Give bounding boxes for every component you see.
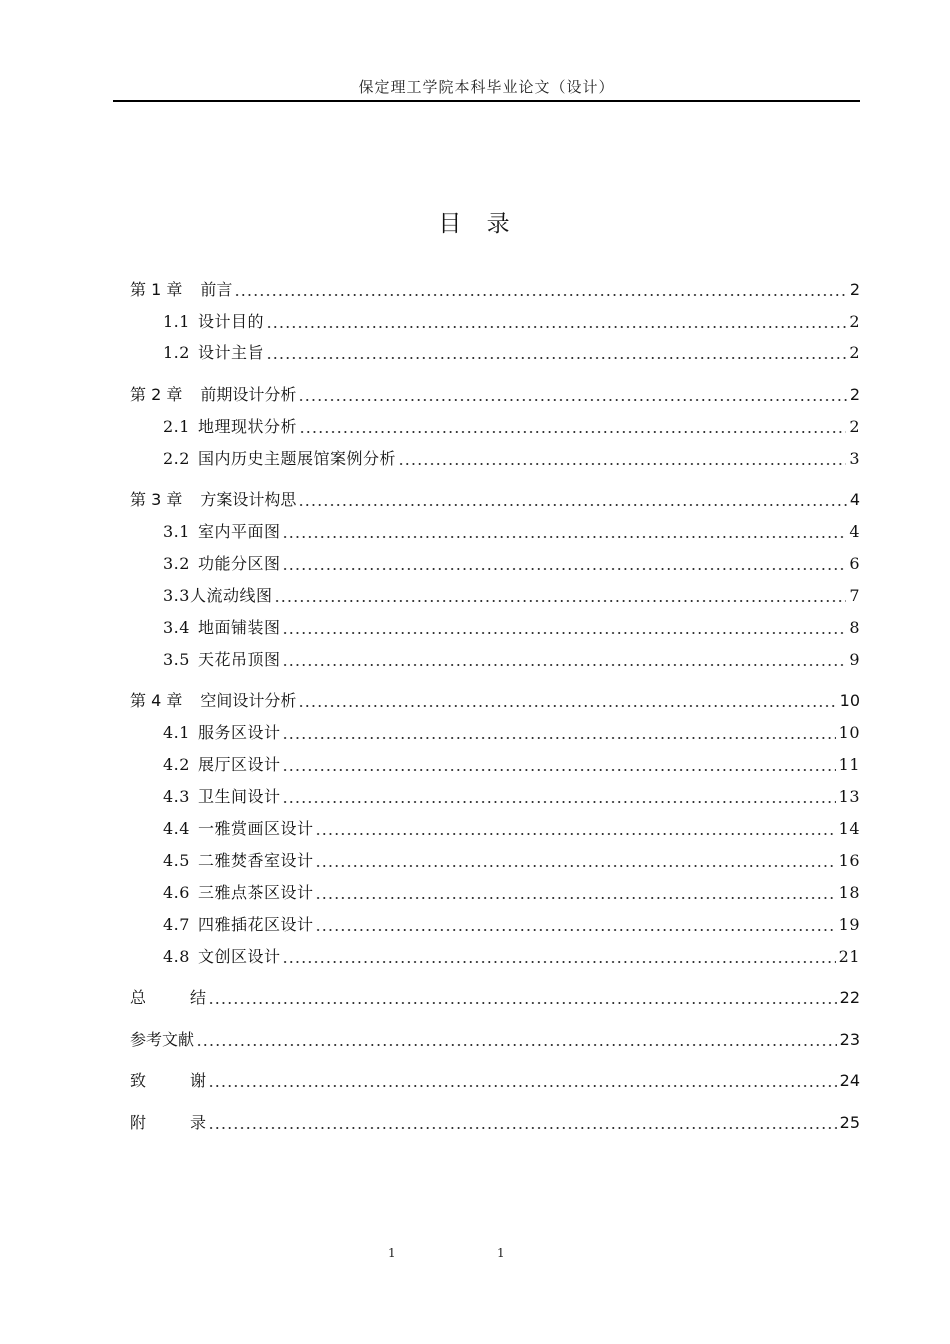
toc-entry-label: 设计目的 (197, 312, 264, 331)
toc-entry-number: 第 2 章 (130, 385, 183, 404)
toc-entry-label: 地面铺装图 (197, 618, 281, 637)
toc-entry-chapter-4[interactable] (130, 681, 860, 711)
toc-entry-label-char: 结 (190, 988, 207, 1007)
toc-entry-label: 方案设计构思 (200, 490, 297, 509)
dot-leader (208, 1085, 837, 1087)
dot-leader (282, 632, 846, 634)
toc-entry-1-2[interactable] (130, 333, 860, 363)
dot-leader (298, 504, 846, 506)
toc-entry-label: 一雅赏画区设计 (197, 819, 314, 838)
toc-entry-label: 功能分区图 (197, 554, 281, 573)
toc-entry-number: 1.1 (163, 312, 190, 331)
toc-entry-page: 10 (838, 723, 860, 742)
toc-entry-page: 3 (849, 449, 860, 468)
toc-entry-page: 10 (839, 691, 860, 710)
toc-entry-page: 24 (839, 1071, 860, 1090)
toc-entry-label: 服务区设计 (197, 723, 281, 742)
toc-entry-4-2[interactable] (130, 745, 860, 775)
toc-entry-page: 6 (849, 554, 860, 573)
toc-entry-page: 7 (849, 586, 860, 605)
toc-entry-page: 2 (849, 312, 860, 331)
toc-entry-number: 4.3 (163, 787, 190, 806)
toc-entry-references[interactable] (130, 1020, 860, 1050)
toc-entry-number: 2.2 (163, 449, 190, 468)
toc-entry-page: 13 (838, 787, 860, 806)
toc-entry-number: 2.1 (163, 417, 190, 436)
dot-leader (315, 865, 835, 867)
header-title: 保定理工学院本科毕业论文（设计） (358, 78, 615, 96)
toc-entry-page: 2 (849, 280, 860, 299)
toc-entry-page: 2 (849, 385, 860, 404)
toc-entry-appendix[interactable] (130, 1103, 860, 1133)
toc-entry-number: 第 3 章 (130, 490, 183, 509)
toc-entry-chapter-1[interactable] (130, 270, 860, 300)
toc-entry-4-6[interactable] (130, 873, 860, 903)
toc-entry-label-char: 总 (130, 988, 147, 1007)
toc-entry-label: 人流动线图 (189, 586, 273, 605)
dot-leader (266, 357, 846, 359)
toc-entry-label: 四雅插花区设计 (197, 915, 314, 934)
dot-leader (298, 705, 836, 707)
toc-entry-3-2[interactable] (130, 544, 860, 574)
toc-entry-number: 4.4 (163, 819, 190, 838)
toc-entry-chapter-3[interactable] (130, 480, 860, 510)
toc-entry-3-4[interactable] (130, 608, 860, 638)
toc-entry-page: 22 (839, 988, 860, 1007)
toc-entry-number: 4.1 (163, 723, 190, 742)
toc-entry-number: 3.2 (163, 554, 190, 573)
toc-entry-page: 11 (838, 755, 860, 774)
toc-entry-number: 第 1 章 (130, 280, 183, 299)
toc-entry-label: 国内历史主题展馆案例分析 (197, 449, 396, 468)
dot-leader (282, 769, 835, 771)
dot-leader (315, 833, 835, 835)
toc-entry-number: 第 4 章 (130, 691, 183, 710)
toc-entry-page: 25 (839, 1113, 860, 1132)
toc-entry-summary[interactable] (130, 978, 860, 1008)
toc-entry-number: 4.6 (163, 883, 190, 902)
toc-entry-page: 4 (849, 490, 860, 509)
toc-entry-page: 2 (849, 343, 860, 362)
dot-leader (315, 929, 835, 931)
toc-entry-page: 18 (838, 883, 860, 902)
toc-entry-label: 参考文献 (130, 1030, 195, 1049)
toc-entry-number: 4.8 (163, 947, 190, 966)
dot-leader (282, 664, 846, 666)
toc-entry-4-7[interactable] (130, 905, 860, 935)
toc-entry-label-char: 谢 (190, 1071, 207, 1090)
toc-entry-2-1[interactable] (130, 407, 860, 437)
dot-leader (196, 1044, 837, 1046)
toc-entry-page: 23 (839, 1030, 860, 1049)
toc-entry-label: 前言 (200, 280, 233, 299)
toc-entry-2-2[interactable] (130, 439, 860, 469)
dot-leader (274, 600, 846, 602)
toc-entry-label: 二雅焚香室设计 (197, 851, 314, 870)
toc-entry-number: 3.3 (163, 586, 190, 605)
toc-entry-number: 3.4 (163, 618, 190, 637)
toc-entry-page: 16 (838, 851, 860, 870)
toc-entry-label: 设计主旨 (197, 343, 264, 362)
dot-leader (282, 961, 835, 963)
toc-entry-4-3[interactable] (130, 777, 860, 807)
toc-title: 目 录 (438, 211, 512, 237)
dot-leader (315, 897, 835, 899)
toc-entry-page: 2 (849, 417, 860, 436)
toc-entry-number: 4.2 (163, 755, 190, 774)
toc-entry-page: 19 (838, 915, 860, 934)
toc-entry-number: 3.5 (163, 650, 190, 669)
toc-entry-page: 14 (838, 819, 860, 838)
toc-entry-label: 卫生间设计 (197, 787, 281, 806)
dot-leader (282, 801, 835, 803)
toc-entry-label: 地理现状分析 (197, 417, 297, 436)
dot-leader (298, 399, 846, 401)
toc-entry-chapter-2[interactable] (130, 375, 860, 405)
toc-entry-label: 文创区设计 (197, 947, 281, 966)
header-rule (113, 100, 860, 102)
footer-page-number-right: 1 (497, 1246, 505, 1260)
dot-leader (282, 568, 846, 570)
toc-entry-number: 3.1 (163, 522, 190, 541)
toc-entry-3-5[interactable] (130, 640, 860, 670)
toc-entry-4-4[interactable] (130, 809, 860, 839)
toc-entry-4-5[interactable] (130, 841, 860, 871)
toc-entry-number: 1.2 (163, 343, 190, 362)
toc-entry-3-3[interactable] (130, 576, 860, 606)
toc-entry-label-char: 录 (190, 1113, 207, 1132)
toc-entry-acknowledgements[interactable] (130, 1061, 860, 1091)
footer-page-number-left: 1 (388, 1246, 396, 1260)
toc-entry-page: 21 (838, 947, 860, 966)
toc-entry-label: 前期设计分析 (200, 385, 297, 404)
toc-entry-4-1[interactable] (130, 713, 860, 743)
toc-entry-1-1[interactable] (130, 302, 860, 332)
toc-entry-label: 空间设计分析 (200, 691, 297, 710)
dot-leader (234, 294, 846, 296)
toc-entry-page: 4 (849, 522, 860, 541)
dot-leader (282, 536, 846, 538)
dot-leader (266, 326, 846, 328)
toc-entry-4-8[interactable] (130, 937, 860, 967)
toc-entry-page: 8 (849, 618, 860, 637)
dot-leader (299, 431, 846, 433)
toc-entry-label-char: 致 (130, 1071, 147, 1090)
dot-leader (282, 737, 835, 739)
dot-leader (208, 1002, 837, 1004)
toc-entry-3-1[interactable] (130, 512, 860, 542)
toc-entry-label: 室内平面图 (197, 522, 281, 541)
toc-entry-number: 4.7 (163, 915, 190, 934)
toc-entry-label: 三雅点茶区设计 (197, 883, 314, 902)
toc-entry-label-char: 附 (130, 1113, 147, 1132)
toc-entry-label: 展厅区设计 (197, 755, 281, 774)
dot-leader (398, 463, 846, 465)
toc-entry-page: 9 (849, 650, 860, 669)
toc-entry-number: 4.5 (163, 851, 190, 870)
toc-entry-label: 天花吊顶图 (197, 650, 281, 669)
dot-leader (208, 1127, 837, 1129)
